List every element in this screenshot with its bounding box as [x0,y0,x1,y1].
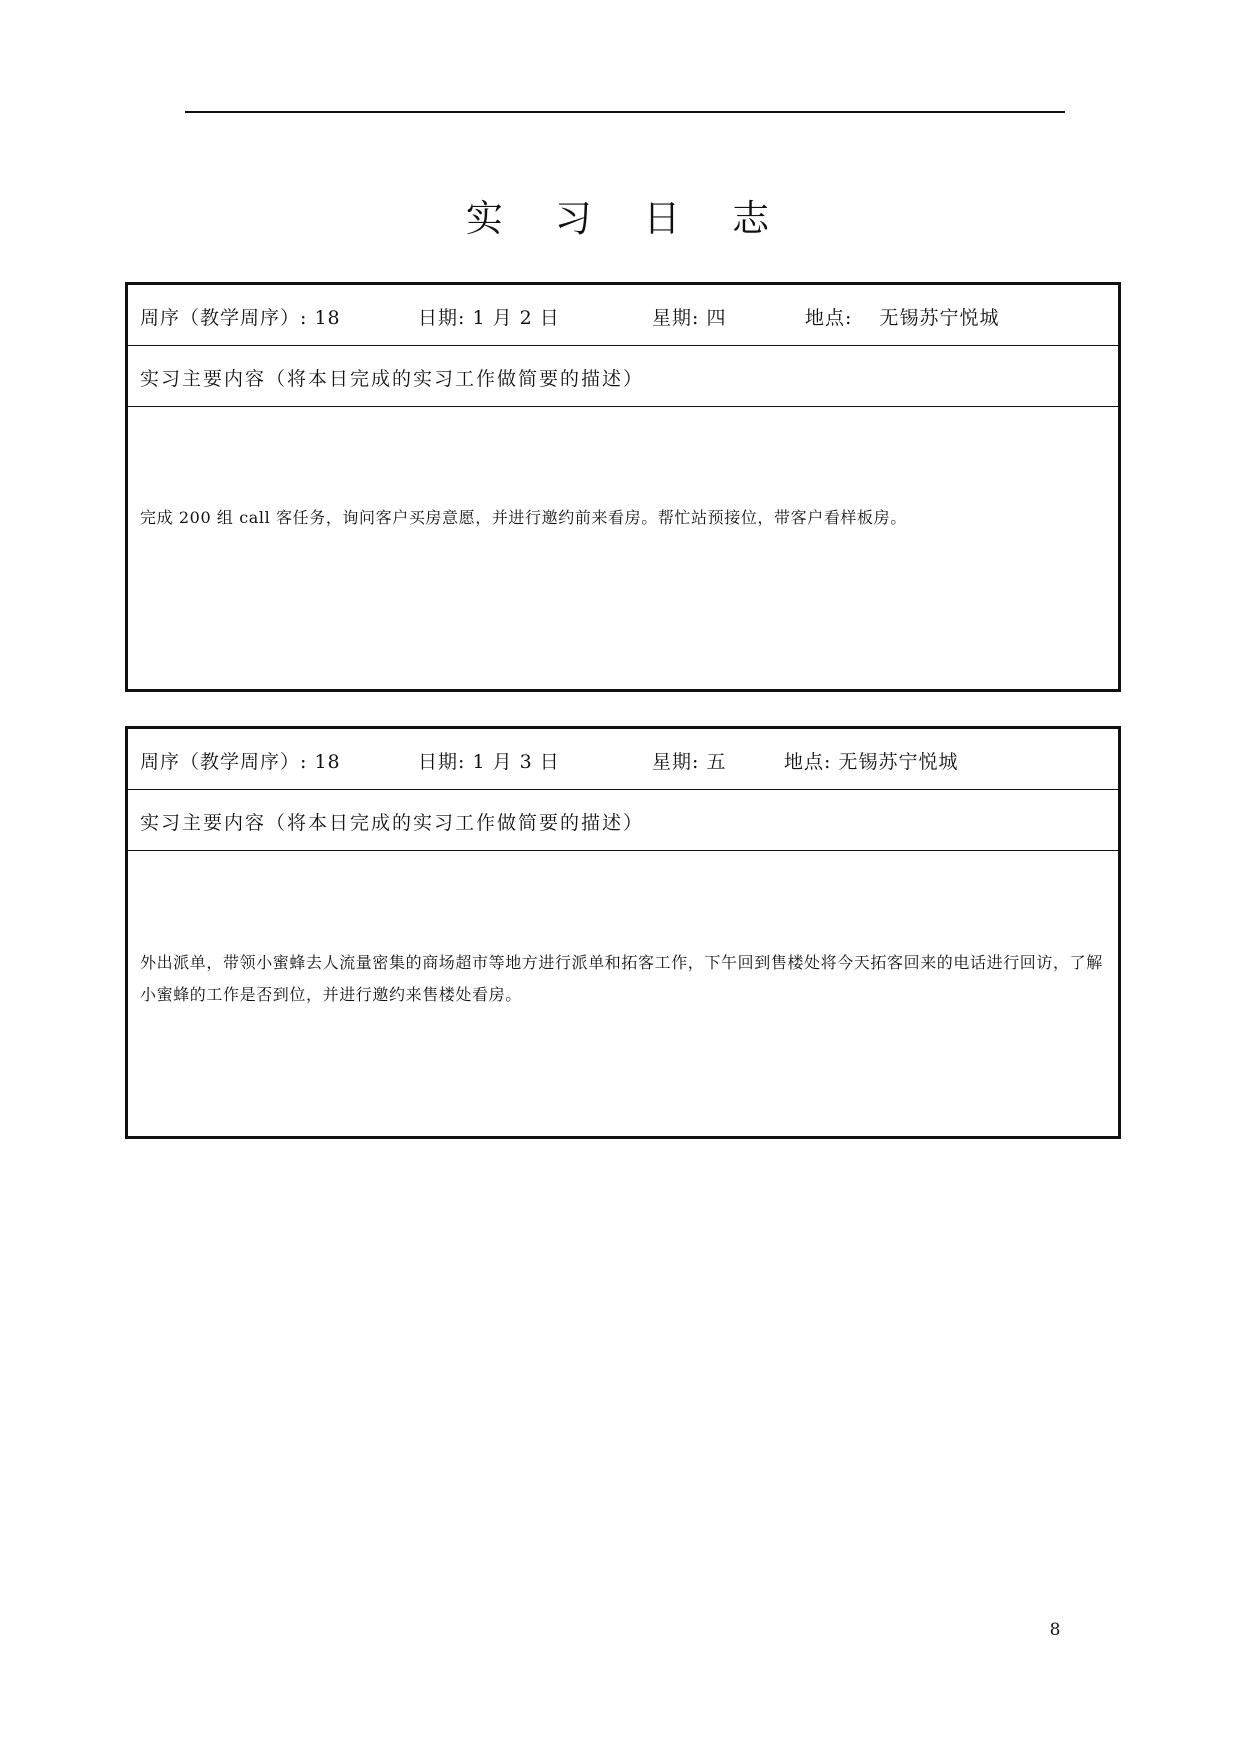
content-heading: 实习主要内容（将本日完成的实习工作做简要的描述） [140,812,645,834]
entry-meta-row [128,285,1118,346]
weekday: 星期: 五 [652,751,727,773]
content-heading: 实习主要内容（将本日完成的实习工作做简要的描述） [140,368,645,390]
week-number: 周序（教学周序）: 18 [140,307,341,329]
date: 日期: 1 月 2 日 [418,307,560,329]
content-body [128,851,1118,1011]
page-number: 8 [1049,1620,1061,1640]
content-body [128,407,1118,534]
content-text: 外出派单，带领小蜜蜂去人流量密集的商场超市等地方进行派单和拓客工作，下午回到售楼处将今天拓客回来的电话进行回访，了解小蜜蜂的工作是否到位，并进行邀约来售楼处看房。 [140,953,1103,1004]
location: 地点: 无锡苏宁悦城 [784,751,959,773]
weekday: 星期: 四 [652,307,727,329]
location: 地点: 无锡苏宁悦城 [805,307,1000,329]
content-text: 完成 200 组 call 客任务，询问客户买房意愿，并进行邀约前来看房。帮忙站预接位，带客户看样板房。 [140,508,907,527]
date: 日期: 1 月 3 日 [418,751,560,773]
content-heading-row [128,346,1118,407]
entry-meta-row [128,729,1118,790]
page-title: 实 习 日 志 [465,197,790,240]
log-entry-1 [125,282,1121,692]
log-entry-2 [125,726,1121,1139]
header-rule [185,111,1065,113]
content-heading-row [128,790,1118,851]
week-number: 周序（教学周序）: 18 [140,751,341,773]
